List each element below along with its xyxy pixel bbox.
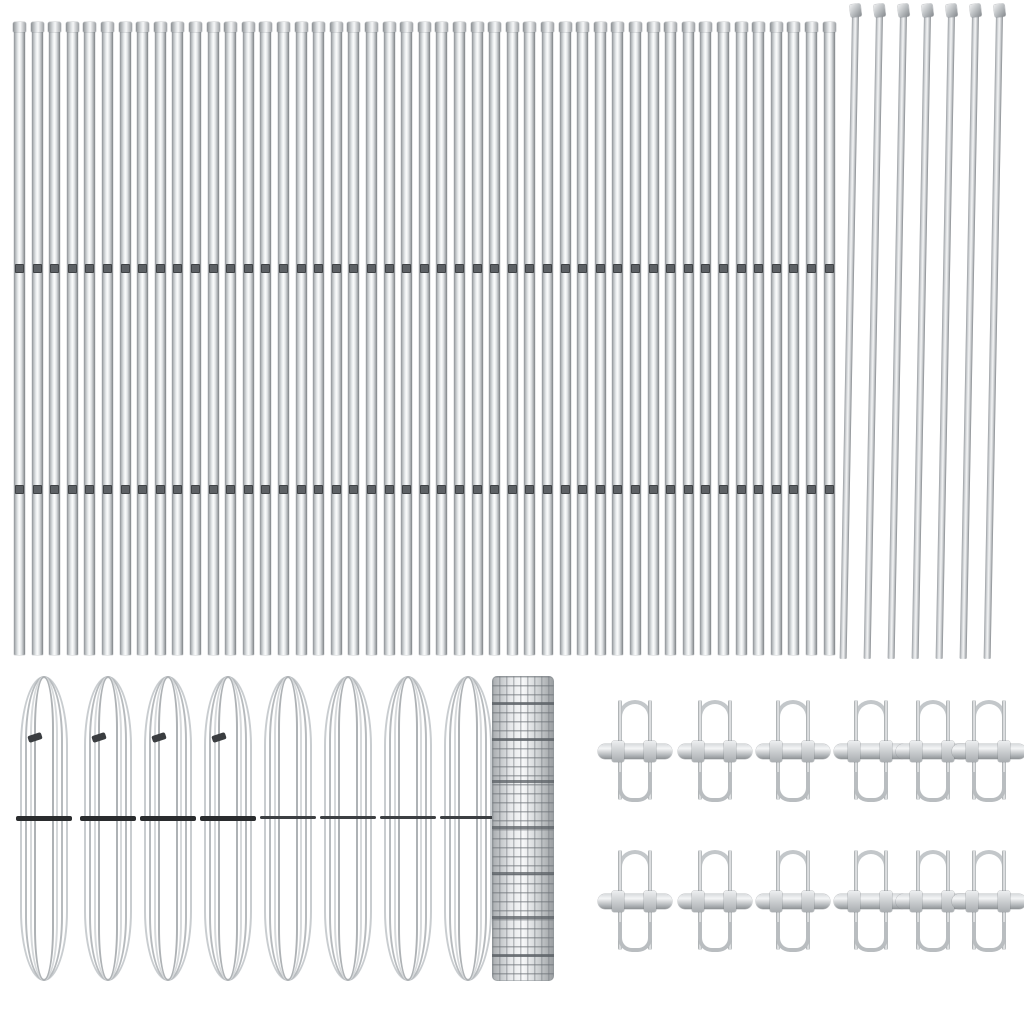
clamp-nut [966,741,978,762]
fence-post [102,30,113,655]
post-cap [770,22,783,32]
clamp-nut [770,741,782,762]
post-wire-clip [385,485,394,494]
brace-clamp [678,850,752,960]
post-wire-clip [473,485,482,494]
clamp-loop [916,850,950,884]
wire-tie [260,816,316,819]
post-wire-clip [209,485,218,494]
clamp-loop [972,850,1006,884]
clamp-nut [770,891,782,912]
post-wire-clip [649,264,658,273]
post-wire-clip [561,264,570,273]
post-wire-clip [596,264,605,273]
clamp-foot [972,772,1006,802]
post-wire-clip [772,264,781,273]
post-wire-clip [825,485,834,494]
clamp-foot [776,922,810,952]
brace-post [912,14,931,659]
clamp-nut [612,891,624,912]
clamp-nut [692,891,704,912]
post-wire-clip [279,485,288,494]
post-wire-clip [789,485,798,494]
post-cap [541,22,554,32]
clamp-bolt-bar [952,744,1024,759]
clamp-loop [776,700,810,734]
post-wire-clip [613,485,622,494]
wire-coil [258,676,318,981]
post-cap [207,22,220,32]
post-cap [119,22,132,32]
clamp-nut [802,741,814,762]
post-wire-clip [543,264,552,273]
post-cap [699,22,712,32]
fence-post [683,30,694,655]
fence-post [489,30,500,655]
post-wire-clip [226,485,235,494]
post-cap [823,22,836,32]
post-wire-clip [719,485,728,494]
post-cap [664,22,677,32]
clamp-nut [692,741,704,762]
post-wire-clip [737,485,746,494]
post-wire-clip [68,264,77,273]
post-wire-clip [596,485,605,494]
fence-post [753,30,764,655]
post-cap [101,22,114,32]
post-wire-clip [789,264,798,273]
post-cap [735,22,748,32]
clamp-nut [848,741,860,762]
post-cap [365,22,378,32]
clamp-foot [854,772,888,802]
fence-post [67,30,78,655]
post-cap [682,22,695,32]
post-wire-clip [314,264,323,273]
post-wire-clip [85,264,94,273]
post-wire-clip [385,264,394,273]
post-wire-clip [578,485,587,494]
fence-post [172,30,183,655]
post-wire-clip [525,264,534,273]
post-wire-clip [437,264,446,273]
fence-post [401,30,412,655]
post-cap [400,22,413,32]
brace-post [960,14,979,659]
fence-post [577,30,588,655]
wire-loop [458,676,478,981]
clamp-foot [776,772,810,802]
clamp-nut [724,891,736,912]
fence-post [736,30,747,655]
post-wire-clip [807,485,816,494]
fence-post [260,30,271,655]
clamp-bolt-bar [678,744,752,759]
post-cap [418,22,431,32]
post-wire-clip [754,264,763,273]
post-cap [647,22,660,32]
brace-post-tip [873,3,885,17]
brace-clamp [756,700,830,810]
post-wire-clip [138,485,147,494]
fence-post [32,30,43,655]
fence-post [472,30,483,655]
post-wire-clip [402,264,411,273]
post-cap [347,22,360,32]
wire-coil [378,676,438,981]
clamp-bolt-bar [952,894,1024,909]
brace-post-tip [945,3,957,17]
wire-loop [398,676,418,981]
post-wire-clip [173,264,182,273]
wire-coil [198,676,258,981]
post-wire-clip [367,264,376,273]
post-wire-clip [191,264,200,273]
fence-post [49,30,60,655]
brace-clamp [598,700,672,810]
post-wire-clip [420,264,429,273]
post-wire-clip [754,485,763,494]
wire-coil [438,676,498,981]
clamp-foot [698,772,732,802]
fence-post [366,30,377,655]
post-wire-clip [684,264,693,273]
fence-post [225,30,236,655]
post-wire-clip [138,264,147,273]
post-cap [277,22,290,32]
post-cap [576,22,589,32]
post-wire-clip [103,264,112,273]
wire-loop [278,676,298,981]
post-wire-clip [719,264,728,273]
clamp-foot [854,922,888,952]
brace-clamp [678,700,752,810]
clamp-foot [916,922,950,952]
wire-tie [380,816,436,819]
post-wire-clip [349,485,358,494]
post-cap [136,22,149,32]
clamp-bolt-bar [756,744,830,759]
fence-post [243,30,254,655]
wire-tie [200,816,256,821]
mesh-roll [492,676,554,981]
wire-tie [80,816,136,821]
post-wire-clip [244,485,253,494]
post-wire-clip [402,485,411,494]
fence-post [700,30,711,655]
brace-post [984,14,1003,659]
post-cap [629,22,642,32]
wire-tie [320,816,376,819]
post-wire-clip [701,485,710,494]
post-cap [453,22,466,32]
brace-clamp [952,850,1024,960]
post-wire-clip [121,485,130,494]
post-wire-clip [50,485,59,494]
post-wire-clip [737,264,746,273]
post-wire-clip [578,264,587,273]
post-wire-clip [261,264,270,273]
post-wire-clip [666,264,675,273]
fence-post [296,30,307,655]
post-wire-clip [631,485,640,494]
brace-post-tip [921,3,933,17]
clamp-bolt-bar [756,894,830,909]
post-wire-clip [490,264,499,273]
post-wire-clip [191,485,200,494]
post-wire-clip [261,485,270,494]
brace-post [840,14,859,659]
post-wire-clip [173,485,182,494]
brace-post [888,14,907,659]
fence-post [14,30,25,655]
fence-post [313,30,324,655]
post-cap [752,22,765,32]
clamp-nut [644,741,656,762]
brace-clamp [952,700,1024,810]
clamp-bolt-bar [598,744,672,759]
clamp-loop [618,850,652,884]
fence-post [524,30,535,655]
post-wire-clip [297,264,306,273]
clamp-loop [854,850,888,884]
wire-tie [140,816,196,821]
post-wire-clip [226,264,235,273]
clamp-nut [998,741,1010,762]
clamp-nut [880,741,892,762]
post-cap [805,22,818,32]
clamp-nut [910,891,922,912]
wire-loop [98,676,118,981]
clamp-nut [644,891,656,912]
post-wire-clip [666,485,675,494]
brace-post-tip [969,3,981,17]
post-cap [83,22,96,32]
post-wire-clip [15,264,24,273]
post-wire-clip [279,264,288,273]
post-wire-clip [33,485,42,494]
wire-loop [34,676,54,981]
wire-loop [338,676,358,981]
brace-post-tip [849,3,861,17]
post-cap [471,22,484,32]
post-cap [154,22,167,32]
post-wire-clip [525,485,534,494]
fence-post [560,30,571,655]
post-wire-clip [807,264,816,273]
post-wire-clip [103,485,112,494]
post-wire-clip [508,485,517,494]
brace-post [864,14,883,659]
post-wire-clip [490,485,499,494]
post-cap [435,22,448,32]
post-wire-clip [349,264,358,273]
post-cap [13,22,26,32]
post-cap [66,22,79,32]
post-cap [383,22,396,32]
fence-post [542,30,553,655]
post-wire-clip [543,485,552,494]
fence-post [771,30,782,655]
fence-post [436,30,447,655]
fence-post [630,30,641,655]
post-cap [48,22,61,32]
post-cap [488,22,501,32]
post-cap [506,22,519,32]
post-cap [594,22,607,32]
clamp-nut [880,891,892,912]
brace-post-tip [897,3,909,17]
post-wire-clip [631,264,640,273]
post-cap [171,22,184,32]
brace-post-tip [993,3,1005,17]
post-cap [787,22,800,32]
post-cap [330,22,343,32]
brace-post [936,14,955,659]
post-cap [523,22,536,32]
post-wire-clip [15,485,24,494]
fence-post [331,30,342,655]
clamp-foot [698,922,732,952]
fence-post [718,30,729,655]
clamp-foot [618,922,652,952]
fence-post [806,30,817,655]
fence-post [208,30,219,655]
post-cap [31,22,44,32]
post-wire-clip [613,264,622,273]
post-wire-clip [156,485,165,494]
fence-post [84,30,95,655]
fence-post [384,30,395,655]
post-cap [312,22,325,32]
fence-post [155,30,166,655]
clamp-loop [698,850,732,884]
wire-loop [158,676,178,981]
post-wire-clip [332,264,341,273]
clamp-nut [724,741,736,762]
post-cap [295,22,308,32]
fence-post [612,30,623,655]
post-cap [559,22,572,32]
post-wire-clip [85,485,94,494]
fence-post [788,30,799,655]
wire-coil [78,676,138,981]
wire-loop [218,676,238,981]
clamp-foot [618,772,652,802]
clamp-foot [916,772,950,802]
clamp-nut [802,891,814,912]
fence-post [120,30,131,655]
brace-clamp [598,850,672,960]
post-wire-clip [701,264,710,273]
clamp-loop [776,850,810,884]
fence-post [507,30,518,655]
post-wire-clip [420,485,429,494]
fence-post [348,30,359,655]
clamp-bolt-bar [678,894,752,909]
post-wire-clip [209,264,218,273]
post-wire-clip [332,485,341,494]
post-wire-clip [50,264,59,273]
clamp-loop [618,700,652,734]
post-cap [611,22,624,32]
post-wire-clip [825,264,834,273]
post-wire-clip [649,485,658,494]
post-wire-clip [314,485,323,494]
clamp-bolt-bar [598,894,672,909]
wire-coil [138,676,198,981]
post-cap [259,22,272,32]
post-cap [224,22,237,32]
fence-post [648,30,659,655]
clamp-nut [848,891,860,912]
fence-post [665,30,676,655]
clamp-nut [998,891,1010,912]
post-cap [717,22,730,32]
clamp-loop [916,700,950,734]
clamp-loop [854,700,888,734]
post-wire-clip [455,485,464,494]
post-wire-clip [455,264,464,273]
post-wire-clip [367,485,376,494]
post-wire-clip [561,485,570,494]
wire-coil [14,676,74,981]
clamp-foot [972,922,1006,952]
fence-post [278,30,289,655]
post-wire-clip [297,485,306,494]
post-wire-clip [473,264,482,273]
post-wire-clip [508,264,517,273]
fence-post [419,30,430,655]
wire-coil [318,676,378,981]
clamp-nut [612,741,624,762]
post-wire-clip [684,485,693,494]
post-wire-clip [244,264,253,273]
clamp-nut [910,741,922,762]
post-wire-clip [121,264,130,273]
post-wire-clip [68,485,77,494]
fence-post [137,30,148,655]
wire-tie [16,816,72,821]
post-wire-clip [437,485,446,494]
clamp-nut [966,891,978,912]
fence-post [824,30,835,655]
post-cap [189,22,202,32]
clamp-loop [698,700,732,734]
post-wire-clip [156,264,165,273]
post-wire-clip [33,264,42,273]
fence-post [190,30,201,655]
wire-tie [440,816,496,819]
post-wire-clip [772,485,781,494]
fence-post [454,30,465,655]
fence-post [595,30,606,655]
brace-clamp [756,850,830,960]
post-cap [242,22,255,32]
clamp-loop [972,700,1006,734]
